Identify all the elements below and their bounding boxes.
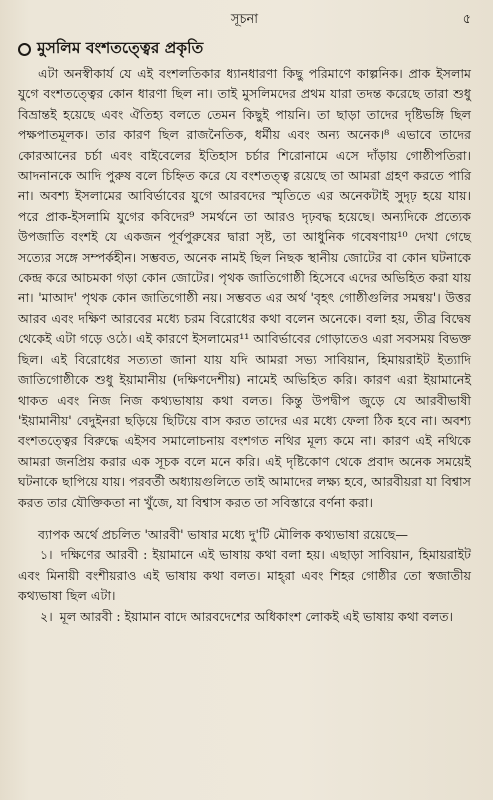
page-number: ৫ [462,12,471,27]
list-item-term: দক্ষিণের আরবী : [60,547,148,563]
body-paragraph: এটা অনস্বীকার্য যে এই বংশলতিকার ধ্যানধারণা কিছু পরিমাণে কাল্পনিক। প্রাক ইসলাম যুগে বংশতত্ত্বের কোন ধারণা ছিল না। তাই মুসলিমদের প্রথম যারা তদন্ত করেছে তারা শুধু বিভ্রান্তই হয়েছে এবং ঐতিহ্য বলতে তেমন কিছুই পায়নি। তা ছাড়া তাদের দৃষ্টিভঙ্গি ছিল পক্ষপাতমূলক। তার কারণ ছিল রাজনৈতিক, ধর্মীয় এবং অন্য অনেক।⁸ এভাবে তাদের কোরআনের চর্চা এবং বাইবেলের ইতিহাস চর্চার শিরোনামে এসে দাঁড়ায় গোষ্ঠীপতিরা। আদনানকে আদি পুরুষ বলে চিহ্নিত করে যে বংশতত্ত্ব রয়েছে তা আমরা গ্রহণ করতে পারি না। অবশ্য ইসলামের আবির্ভাবের যুগে আরবদের স্মৃতিতে এর অনেকটাই সুদৃঢ় হয়ে যায়। পরে প্রাক-ইসলামি যুগের কবিদের⁹ সমর্থনে তা আরও দৃঢ়বদ্ধ হয়েছে। অন্যদিকে প্রত্যেক উপজাতি বংশই যে একজন পূর্বপুরুষের দ্বারা সৃষ্ট, তা আধুনিক গবেষণায়¹⁰ দেখা গেছে সত্যের সঙ্গে সম্পর্কহীন। সম্ভবত, অনেক নামই ছিল নিছক স্থানীয় জোটের বা কোন ঘটনাকে কেন্দ্র করে আচমকা গড়া কোন জোটের। পৃথক জাতিগোষ্ঠী হিসেবে এদের অভিহিত করা যায় না। 'মাআদ' পৃথক কোন জাতিগোষ্ঠী নয়। সম্ভবত এর অর্থ 'বৃহৎ গোষ্ঠীগুলির সমন্বয়'। উত্তর আরব এবং দক্ষিণ আরবের মধ্যে চরম বিরোধের কথা বলেন অনেকে। বলা হয়, তীব্র বিদ্বেষ থেকেই এটা গড়ে ওঠে। এই কারণে ইসলামের¹¹ আবির্ভাবের গোড়াতেও এরা সবসময় বিভক্ত ছিল। এই বিরোধের সত্যতা জানা যায় যদি আমরা সভ্য সাবিয়ান, হিমায়রাইট ইত্যাদি জাতিগোষ্ঠীকে শুধু ইয়ামানীয় (দক্ষিণদেশীয়) নামেই অভিহিত করি। কারণ এরা ইয়ামানেই থাকত এবং নিজ নিজ কথ্যভাষায় কথা বলত। কিন্তু উপদ্বীপ জুড়ে যে আরবীভাষী 'ইয়ামানীয়' বেদুইনরা ছড়িয়ে ছিটিয়ে বাস করত তাদের এর মধ্যে ফেলা ঠিক হবে না। অবশ্য বংশতত্ত্বের বিরুদ্ধে এইসব সমালোচনায় বংশগত নথির মূল্য কমে না। কারণ এই নথিকে আমরা জনপ্রিয় করার এক সূচক বলে মনে করি। এই দৃষ্টিকোণ থেকে প্রবাদ অনেক সময়েই ঘটনাকে ছাপিয়ে যায়। পরবর্তী অধ্যায়গুলিতে তাই আমাদের লক্ষ্য হবে, আরবীয়রা যা বিশ্বাস করত তার যৌক্তিকতা না খুঁজে, যা বিশ্বাস করত তা সবিস্তারে বর্ণনা করা। [18,66,471,510]
dialect-list [18,545,471,627]
page-header [18,8,471,30]
list-item-number: ১। [40,547,53,563]
section-heading-text: মুসলিম বংশতত্ত্বের প্রকৃতি [37,38,204,57]
list-item [18,607,471,627]
list-item-term: মূল আরবী : [59,608,121,624]
list-item [18,545,471,606]
list-item-number: ২। [40,608,53,624]
list-item-text: ইয়ামান বাদে আরবদেশের অধিকাংশ লোকই এই ভাষায় কথা বলত। [124,608,454,624]
circle-bullet-icon [18,43,31,56]
list-intro-line: ব্যাপক অর্থে প্রচলিত 'আরবী' ভাষার মধ্যে দু'টি মৌলিক কথ্যভাষা রয়েছে— [38,526,408,542]
running-head: সূচনা [230,12,259,27]
section-heading [18,36,471,62]
list-item-text: ইয়ামানে এই ভাষায় কথা বলা হয়। এছাড়া সাবিয়ান, হিমায়রাইট এবং মিনায়ী বংশীয়রাও এই ভাষায় কথা বলত। মাহ্‌রা এবং শিহর গোষ্ঠীর তো স্বজাতীয় কথ্যভাষা ছিল এটা। [18,547,471,604]
